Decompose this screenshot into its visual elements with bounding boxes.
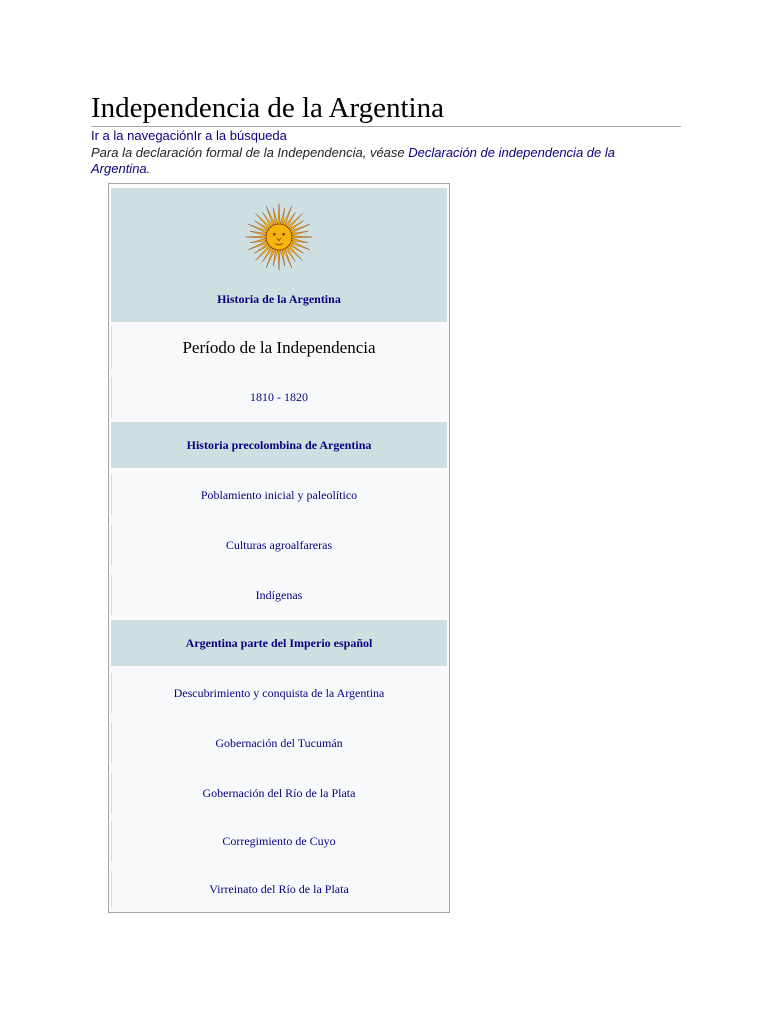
- list-item-link[interactable]: Culturas agroalfareras: [225, 537, 333, 552]
- sun-face: [266, 224, 292, 250]
- hatnote-end: .: [146, 161, 151, 176]
- infobox: [108, 183, 450, 913]
- sun-of-may-icon: [242, 200, 316, 274]
- list-item: [111, 868, 447, 910]
- sun-eye-left: [273, 233, 276, 236]
- list-item-link[interactable]: Gobernación del Río de la Plata: [202, 785, 356, 800]
- infobox-header: [111, 188, 447, 322]
- list-item: [111, 572, 447, 618]
- sun-ray: [246, 236, 266, 238]
- jump-to-navigation-link[interactable]: Ir a la navegación: [91, 128, 194, 143]
- list-item: [111, 472, 447, 518]
- sun-ray: [278, 204, 280, 224]
- jump-links: [91, 128, 287, 144]
- section-heading: [111, 422, 447, 468]
- list-item: [111, 670, 447, 716]
- hatnote: [91, 145, 651, 177]
- sun-ray: [278, 250, 280, 270]
- period-years-link[interactable]: 1810 - 1820: [250, 389, 308, 404]
- list-item: [111, 770, 447, 816]
- hatnote-link[interactable]: Declaración de independencia de la Argentina: [91, 145, 615, 176]
- list-item-link[interactable]: Indígenas: [255, 587, 303, 602]
- page-title: Independencia de la Argentina: [91, 92, 681, 127]
- period-years-row: [111, 374, 447, 420]
- list-item-link[interactable]: Gobernación del Tucumán: [215, 735, 343, 750]
- list-item-link[interactable]: Descubrimiento y conquista de la Argentina: [173, 685, 385, 700]
- hatnote-text: Para la declaración formal de la Independencia, véase: [91, 145, 409, 160]
- series-title-link[interactable]: Historia de la Argentina: [217, 292, 341, 306]
- list-item-link[interactable]: Virreinato del Río de la Plata: [209, 881, 349, 896]
- section-heading-link[interactable]: Argentina parte del Imperio español: [185, 635, 373, 650]
- list-item: [111, 522, 447, 568]
- period-title-row: [111, 324, 447, 372]
- list-item-link[interactable]: Corregimiento de Cuyo: [222, 833, 336, 848]
- sun-eye-right: [282, 233, 285, 236]
- section-heading: [111, 620, 447, 666]
- list-item: [111, 720, 447, 766]
- jump-to-search-link[interactable]: Ir a la búsqueda: [193, 128, 287, 143]
- list-item: [111, 818, 447, 864]
- list-item-link[interactable]: Poblamiento inicial y paleolítico: [200, 487, 358, 502]
- sun-ray: [292, 236, 312, 238]
- section-heading-link[interactable]: Historia precolombina de Argentina: [186, 437, 372, 452]
- period-title: Período de la Independencia: [182, 338, 376, 357]
